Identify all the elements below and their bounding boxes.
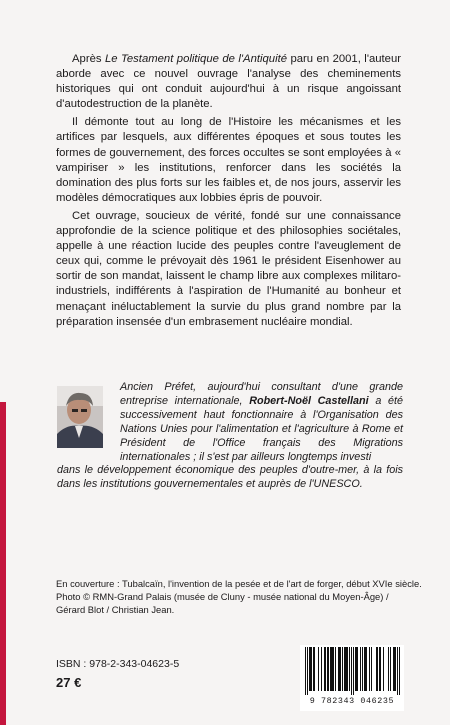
barcode-bar	[355, 647, 356, 691]
barcode-bar	[332, 647, 333, 691]
barcode-bar	[335, 647, 336, 691]
author-portrait-image	[57, 386, 103, 448]
back-cover-blurb	[56, 52, 401, 333]
barcode-bar	[388, 647, 389, 691]
barcode-bar	[307, 647, 308, 695]
barcode-bar	[327, 647, 328, 691]
previous-book-title: Le Testament politique de l'Antiquité	[104, 53, 288, 65]
barcode-bar	[314, 647, 315, 691]
author-photo	[57, 386, 103, 448]
barcode-bar	[330, 647, 331, 691]
barcode-bar	[356, 647, 357, 691]
credits-line-1: En couverture : Tubalcaïn, l'invention de la pesée et de l'art de forger, début XVIe siècle.	[56, 578, 422, 589]
barcode-digits: 9 782343 046235	[309, 696, 395, 706]
barcode-bars	[300, 645, 404, 695]
barcode-bar	[318, 647, 319, 691]
barcode-bar	[344, 647, 345, 691]
barcode-bar	[345, 647, 346, 691]
barcode-bar	[331, 647, 332, 691]
barcode-bar	[310, 647, 311, 691]
barcode-bar	[364, 647, 365, 691]
barcode-bar	[357, 647, 358, 691]
barcode-bar	[353, 647, 354, 695]
barcode-bar	[377, 647, 378, 691]
barcode-bar	[397, 647, 398, 695]
barcode-bar	[351, 647, 352, 695]
credits-line-2: Photo © RMN-Grand Palais (musée de Cluny - musée national du Moyen-Âge) /	[56, 590, 389, 602]
barcode-bar	[324, 647, 325, 691]
barcode-bar	[399, 647, 400, 695]
barcode-bar	[342, 647, 343, 691]
barcode-bar	[390, 647, 391, 691]
author-bio: Ancien Préfet, aujourd'hui consultant d'une grande entreprise internationale, Robert-Noël Castellani a été successivement haut fonctionnaire à l'Organisation des Nations Unies pour l'alimentation et l'agriculture à Rome et Président de l'Office français des Migrations internationales ; il s'est par ailleurs longtemps investi dans le développement économique des peuples d'outre-mer, à la fois dans les institutions gouvernementales et auprès de l'UNESCO.	[57, 381, 404, 491]
barcode-bar	[339, 647, 340, 691]
barcode-bar	[305, 647, 306, 695]
barcode-bar	[393, 647, 394, 691]
barcode-bar	[379, 647, 380, 691]
barcode-bar	[369, 647, 370, 691]
barcode-bar	[338, 647, 339, 691]
barcode-bar	[340, 647, 341, 691]
blurb-paragraph-2: Il démonte tout au long de l'Histoire les mécanismes et les artifices par lesquels, aux différentes époques et sous toutes les formes de gouvernement, des forces occultes se sont employées à « vampiriser » les institutions, renforcer dans les sociétés la domination des plus forts sur les faibles et, de nos jours, asservir les modèles démocratiques aux lobbies épris de pouvoir.	[56, 116, 401, 204]
barcode-bar	[347, 647, 348, 691]
cover-credits	[56, 578, 422, 616]
barcode-bar	[325, 647, 326, 691]
barcode-bar	[365, 647, 366, 691]
author-name: Robert-Noël Castellani	[249, 394, 369, 407]
barcode-bar	[376, 647, 377, 691]
barcode-bar	[349, 647, 350, 691]
price-label: 27 €	[56, 675, 82, 690]
barcode-bar	[313, 647, 314, 691]
red-spine-stripe	[0, 402, 6, 725]
barcode-bar	[383, 647, 384, 691]
barcode-bar	[328, 647, 329, 691]
barcode-bar	[309, 647, 310, 691]
barcode-bar	[333, 647, 334, 691]
blurb-paragraph-3: Cet ouvrage, soucieux de vérité, fondé sur une connaissance approfondie de la science politique et des philosophies sociétales, appelle à une réaction lucide des peuples contre l'aveuglement de ceux qui, comme le prévoyait dès 1961 le président Eisenhower au sortir de son mandat, laissent le champ libre aux complexes militaro-industriels, indifférents à l'aspiration de l'Humanité au bonheur et menaçant inéluctablement la survie du plus grand nombre par la préparation insensée d'un embrasement nucléaire mondial.	[56, 209, 401, 328]
barcode-bar	[395, 647, 396, 691]
barcode-bar	[380, 647, 381, 691]
barcode-bar	[362, 647, 363, 691]
credits-line-3: Gérard Blot / Christian Jean.	[56, 603, 175, 615]
barcode-bar	[360, 647, 361, 691]
barcode-bar	[321, 647, 322, 691]
barcode-bar	[371, 647, 372, 691]
barcode-bar	[311, 647, 312, 691]
isbn-label: ISBN : 978-2-343-04623-5	[56, 658, 180, 670]
blurb-paragraph-1: Après Le Testament politique de l'Antiquité paru en 2001, l'auteur aborde avec ce nouvel ouvrage l'analyse des cheminements historiques qui ont conduit aujourd'hui à un risque angoissant d'autodestruction de la planète.	[56, 53, 402, 111]
barcode-bar	[366, 647, 367, 691]
barcode-bar	[346, 647, 347, 691]
barcode-bar	[394, 647, 395, 691]
